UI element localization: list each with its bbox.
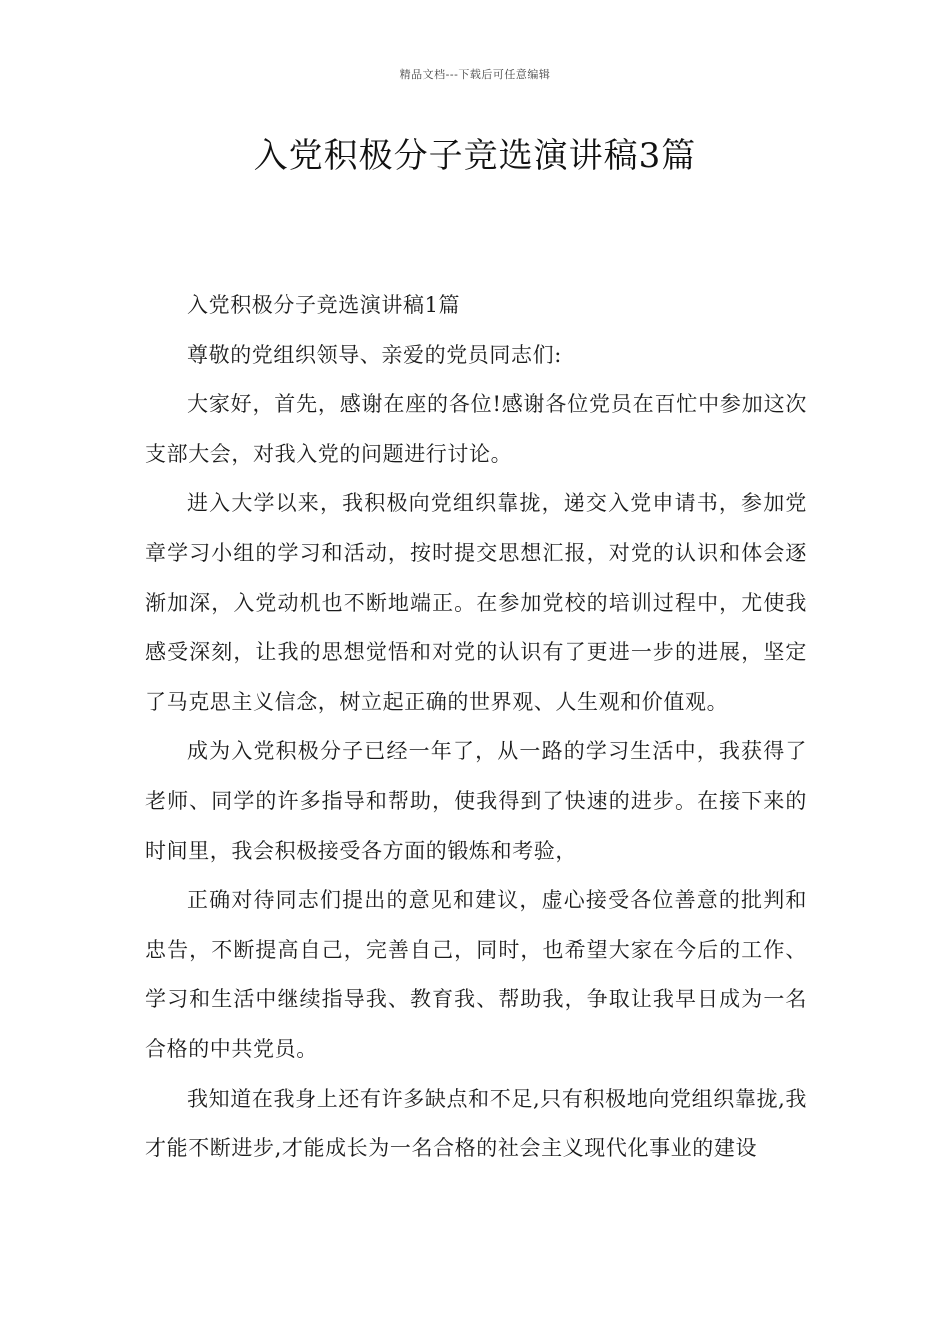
header-note: 精品文档---下载后可任意编辑: [399, 68, 551, 81]
section-heading: 入党积极分子竞选演讲稿1篇: [187, 293, 461, 317]
document-title: 入党积极分子竞选演讲稿3篇: [253, 136, 697, 176]
body-paragraph: 进入大学以来，我积极向党组织靠拢，递交入党申请书，参加党章学习小组的学习和活动，按时提交思想汇报，对党的认识和体会逐渐加深，入党动机也不断地端正。在参加党校的培训过程中，尤使我感受深刻，让我的思想觉悟和对党的认识有了更进一步的进展，坚定了马克思主义信念，树立起正确的世界观、人生观和价值观。: [145, 491, 807, 714]
body-paragraph: 我知道在我身上还有许多缺点和不足,只有积极地向党组织靠拢,我才能不断进步,才能成长为一名合格的社会主义现代化事业的建设: [145, 1086, 807, 1161]
body-paragraph: 大家好，首先，感谢在座的各位!感谢各位党员在百忙中参加这次支部大会，对我入党的问题进行讨论。: [145, 392, 807, 466]
document-body: [145, 281, 807, 1174]
salutation: 尊敬的党组织领导、亲爱的党员同志们:: [187, 342, 562, 367]
body-paragraph: 成为入党积极分子已经一年了，从一路的学习生活中，我获得了老师、同学的许多指导和帮助，使我得到了快速的进步。在接下来的时间里，我会积极接受各方面的锻炼和考验，: [145, 739, 807, 863]
body-paragraph: 正确对待同志们提出的意见和建议，虚心接受各位善意的批判和忠告，不断提高自己，完善自己，同时，也希望大家在今后的工作、学习和生活中继续指导我、教育我、帮助我，争取让我早日成为一名合格的中共党员。: [145, 888, 807, 1061]
